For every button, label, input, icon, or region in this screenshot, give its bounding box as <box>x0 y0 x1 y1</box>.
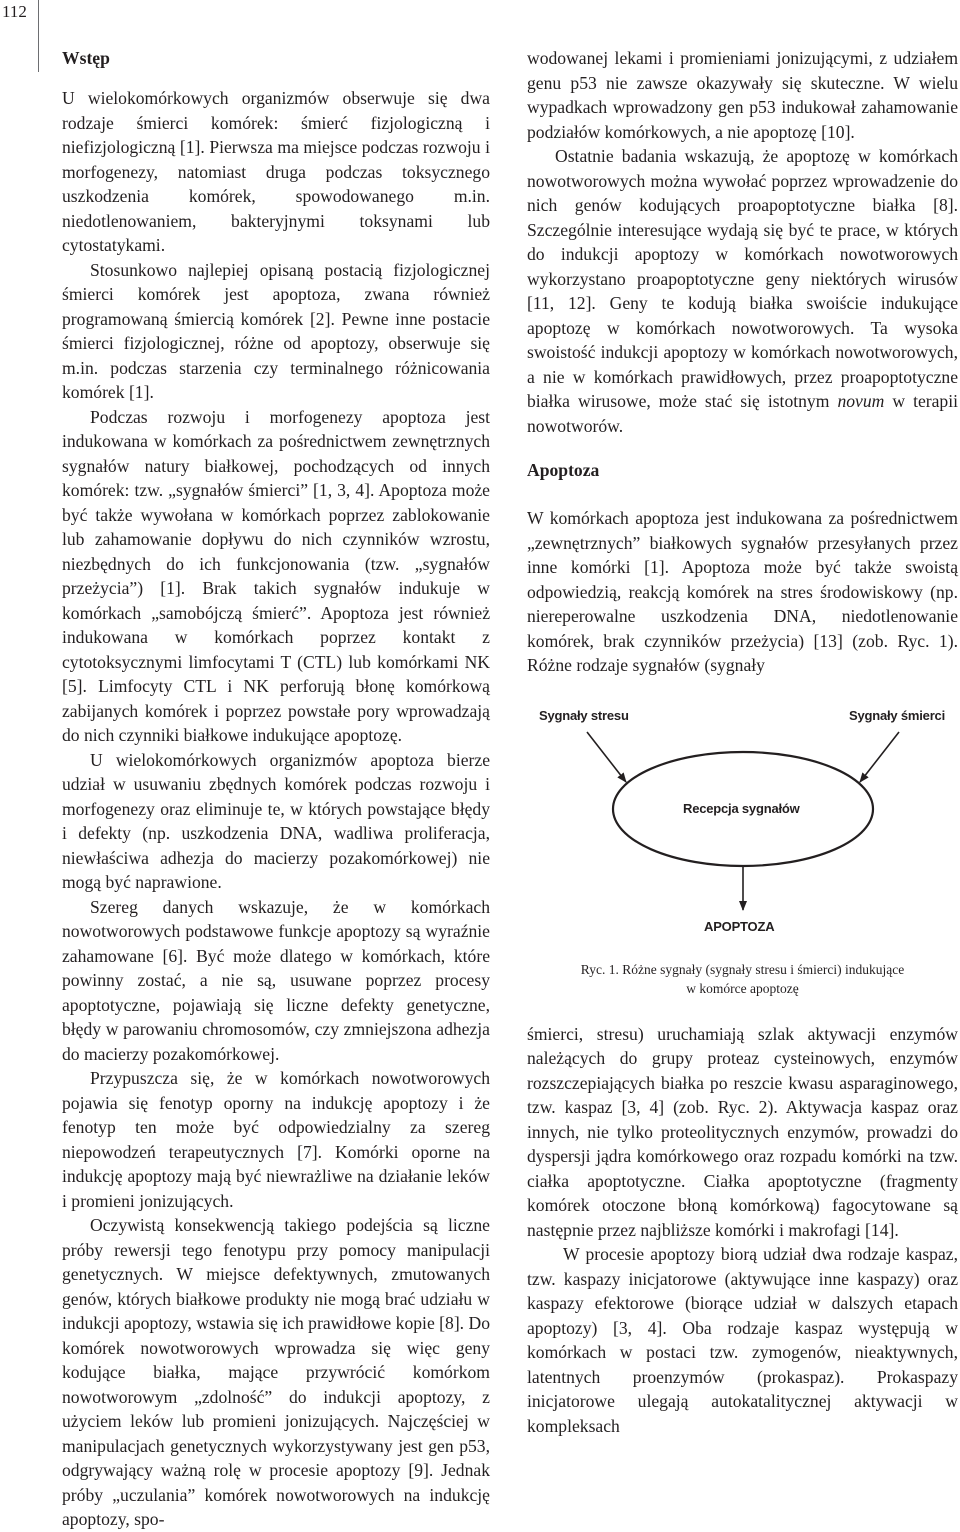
paragraph: Oczywistą konsekwencją takiego podejścia są liczne próby rewersji tego fenotypu przy pomocy manipulacji genetycznych. W miejsce defektywnych, zmutowanych genów, których białkowe produkty nie mogą brać udziału w indukcji apoptozy, wstawia się ich prawidłowe kopie [8]. Do komórek nowotworowych wprowadza się więc geny kodujące białka, mające przywrócić komórkom nowotworowym „zdolność” do indukcji apoptozy, z użyciem leków lub promieni jonizujących. Najczęściej w manipulacjach genetycznych wykorzystywany jest gen p53, odgrywający ważną rolę w procesie apoptozy [9]. Jednak próby „uczulania” komórek nowotworowych na indukcję apoptozy, spo- <box>62 1215 490 1529</box>
section-heading-apoptoza: Apoptoza <box>527 460 600 480</box>
section-heading-intro: Wstęp <box>62 48 110 68</box>
paragraph-continuation: wodowanej lekami i promieniami jonizującymi, z udziałem genu p53 nie zawsze okazywały się skuteczne. W wielu wypadkach wprowadzony gen p53 indukował zahamowanie podziałów komórkowych, a nie apoptozę [10]. <box>527 48 958 142</box>
paragraph: Szereg danych wskazuje, że w komórkach nowotworowych podstawowe funkcje apoptozy są wyraźnie zahamowane [6]. Być może dlatego w komórkach, które powinny zostać, a nie są, usuwane poprzez procesy apoptotyczne, pojawiają się liczne defekty genetyczne, błędy w parowaniu chromosomów, czy zmniejszona adhezja do macierzy pozakomórkowej. <box>62 896 490 1064</box>
page-number-divider <box>38 0 39 72</box>
paragraph: W procesie apoptozy biorą udział dwa rodzaje kaspaz, tzw. kaspazy inicjatorowe (aktywujące inne kaspazy) oraz kaspazy efektorowe (biorące udział w dalszych etapach apoptozy) [3, 4]. Oba rodzaje kaspaz występują w komórkach w postaci tzw. zymogenów, nieaktywnych, latentnych proenzymów (prokaspaz). Prokaspazy inicjatorowe ulegają autokatalitycznej aktywacji w kompleksach <box>527 1244 958 1436</box>
label-signal-reception: Recepcja sygnałów <box>683 800 800 816</box>
paragraph: Stosunkowo najlepiej opisaną postacią fizjologicznej śmierci komórek jest apoptoza, zwana również programowaną śmiercią komórek [2]. Pewne inne postacie śmierci fizjologicznej, różne od apoptozy, obserwuje się m.in. podczas starzenia czy terminalnego różnicowania komórek [1]. <box>62 259 490 402</box>
label-death-signals: Sygnały śmierci <box>849 707 945 723</box>
paragraph-text: w terapii nowotworów. <box>527 391 959 436</box>
paragraph-continuation: śmierci, stresu) uruchamiają szlak aktywacji enzymów należących do grupy proteaz cysteinowych, enzymów rozszczepiających białka po reszcie kwasu asparaginowego, tzw. kaspaz [3, 4] (zob. Ryc. 2). Aktywacja kaspaz oraz innych, nie tylko proteolitycznych enzymów, prowadzi do dyspersji jądra komórkowego oraz rozpadu komórki na tzw. ciałka apoptotyczne. Ciałka apoptotyczne (fragmenty komórek otoczone błoną komórkową) fagocytowane są następnie przez najbliższe komórki i makrofagi [14]. <box>527 1023 958 1240</box>
right-column <box>527 46 958 1438</box>
arrow-death-to-reception <box>860 732 899 782</box>
paragraph: Podczas rozwoju i morfogenezy apoptoza jest indukowana w komórkach za pośrednictwem zewnętrznych sygnałów natury białkowej, pochodzących od innych komórek: tzw. „sygnałów śmierci” [1, 3, 4]. Apoptoza może być także wywołana w komórkach poprzez zablokowanie lub zahamowanie dopływu do nich czynników wzrostu, niezbędnych do ich funkcjonowania (tzw. „sygnałów przeżycia”) [1]. Brak takich sygnałów indukuje w komórkach „samobójczą śmierć”. Apoptoza jest również indukowana w komórkach poprzez kontakt z cytotoksycznymi limfocytami T (CTL) lub komórkami NK [5]. Limfocyty CTL i NK perforują błonę komórkową zabijanych komórek i poprzez powstałe pory wprowadzają do nich czynniki białkowe indukujące apoptozę. <box>62 406 490 745</box>
apoptoza-section <box>527 506 958 1438</box>
paragraph: Przypuszcza się, że w komórkach nowotworowych pojawia się fenotyp oporny na indukcję apoptozy i że fenotyp ten może być odpowiedzialny za szereg niepowodzeń terapeutycznych [7]. Komórki oporne na indukcję apoptozy mają być niewrażliwe na działanie leków i promieni jonizujących. <box>62 1068 490 1211</box>
figure-caption-line: w komórce apoptozę <box>686 980 799 996</box>
italic-term: novum <box>837 391 885 411</box>
page-number: 112 <box>2 2 27 21</box>
paragraph: W komórkach apoptoza jest indukowana za pośrednictwem „zewnętrznych” białkowych sygnałów przesyłanych przez inne komórki [1]. Apoptoza może być także swoistą odpowiedzią, reakcją komórek na stres środowiskowy (np. niereperowalne uszkodzenia DNA, niedotlenowanie komórek, brak czynników przeżycia) [13] (zob. Ryc. 1). Różne rodzaje sygnałów (sygnały <box>527 508 958 675</box>
arrow-stress-to-reception <box>587 732 626 782</box>
figure-caption <box>527 960 958 998</box>
left-column <box>62 46 490 1532</box>
paragraph-text: Ostatnie badania wskazują, że apoptozę w komórkach nowotworowych można wywołać poprzez wprowadzenie do nich genów kodujących proapoptotyczne białka [8]. Szczególnie interesujące wydają się być te prace, w których do indukcji apoptozy w komórkach nowotworowych wykorzystano proapoptotyczne geny niektórych wirusów [11, 12]. Geny te kodują białka swoiście indukujące apoptozę w komórkach nowotworowych. Ta wysoka swoistość indukcji apoptozy w komórkach nowotworowych, a nie w komórkach prawidłowych, przez proapoptotyczne białka wirusowe, może stać się istotnym <box>527 146 958 411</box>
paragraph: U wielokomórkowych organizmów apoptoza bierze udział w usuwaniu zbędnych komórek podczas rozwoju i morfogenezy oraz eliminuje te, w których powstające błędy i defekty (np. uszkodzenia DNA, wadliwa proliferacja, niewłaściwa adhezja do macierzy pozakomórkowej) nie mogą być naprawione. <box>62 749 490 892</box>
figure-1 <box>527 704 958 1022</box>
label-apoptosis: APOPTOZA <box>704 918 775 934</box>
figure-caption-line: Ryc. 1. Różne sygnały (sygnały stresu i śmierci) indukujące <box>580 961 905 977</box>
paragraph <box>527 144 958 438</box>
label-stress-signals: Sygnały stresu <box>539 707 629 723</box>
paragraph: U wielokomórkowych organizmów obserwuje się dwa rodzaje śmierci komórek: śmierć fizjologiczną i niefizjologiczną [1]. Pierwsza ma miejsce podczas rozwoju i morfogenezy, natomiast druga podczas toksycznego uszkodzenia komórek, spowodowanego m.in. niedotlenowaniem, bakteryjnymi toksynami lub cytostatykami. <box>62 88 490 255</box>
